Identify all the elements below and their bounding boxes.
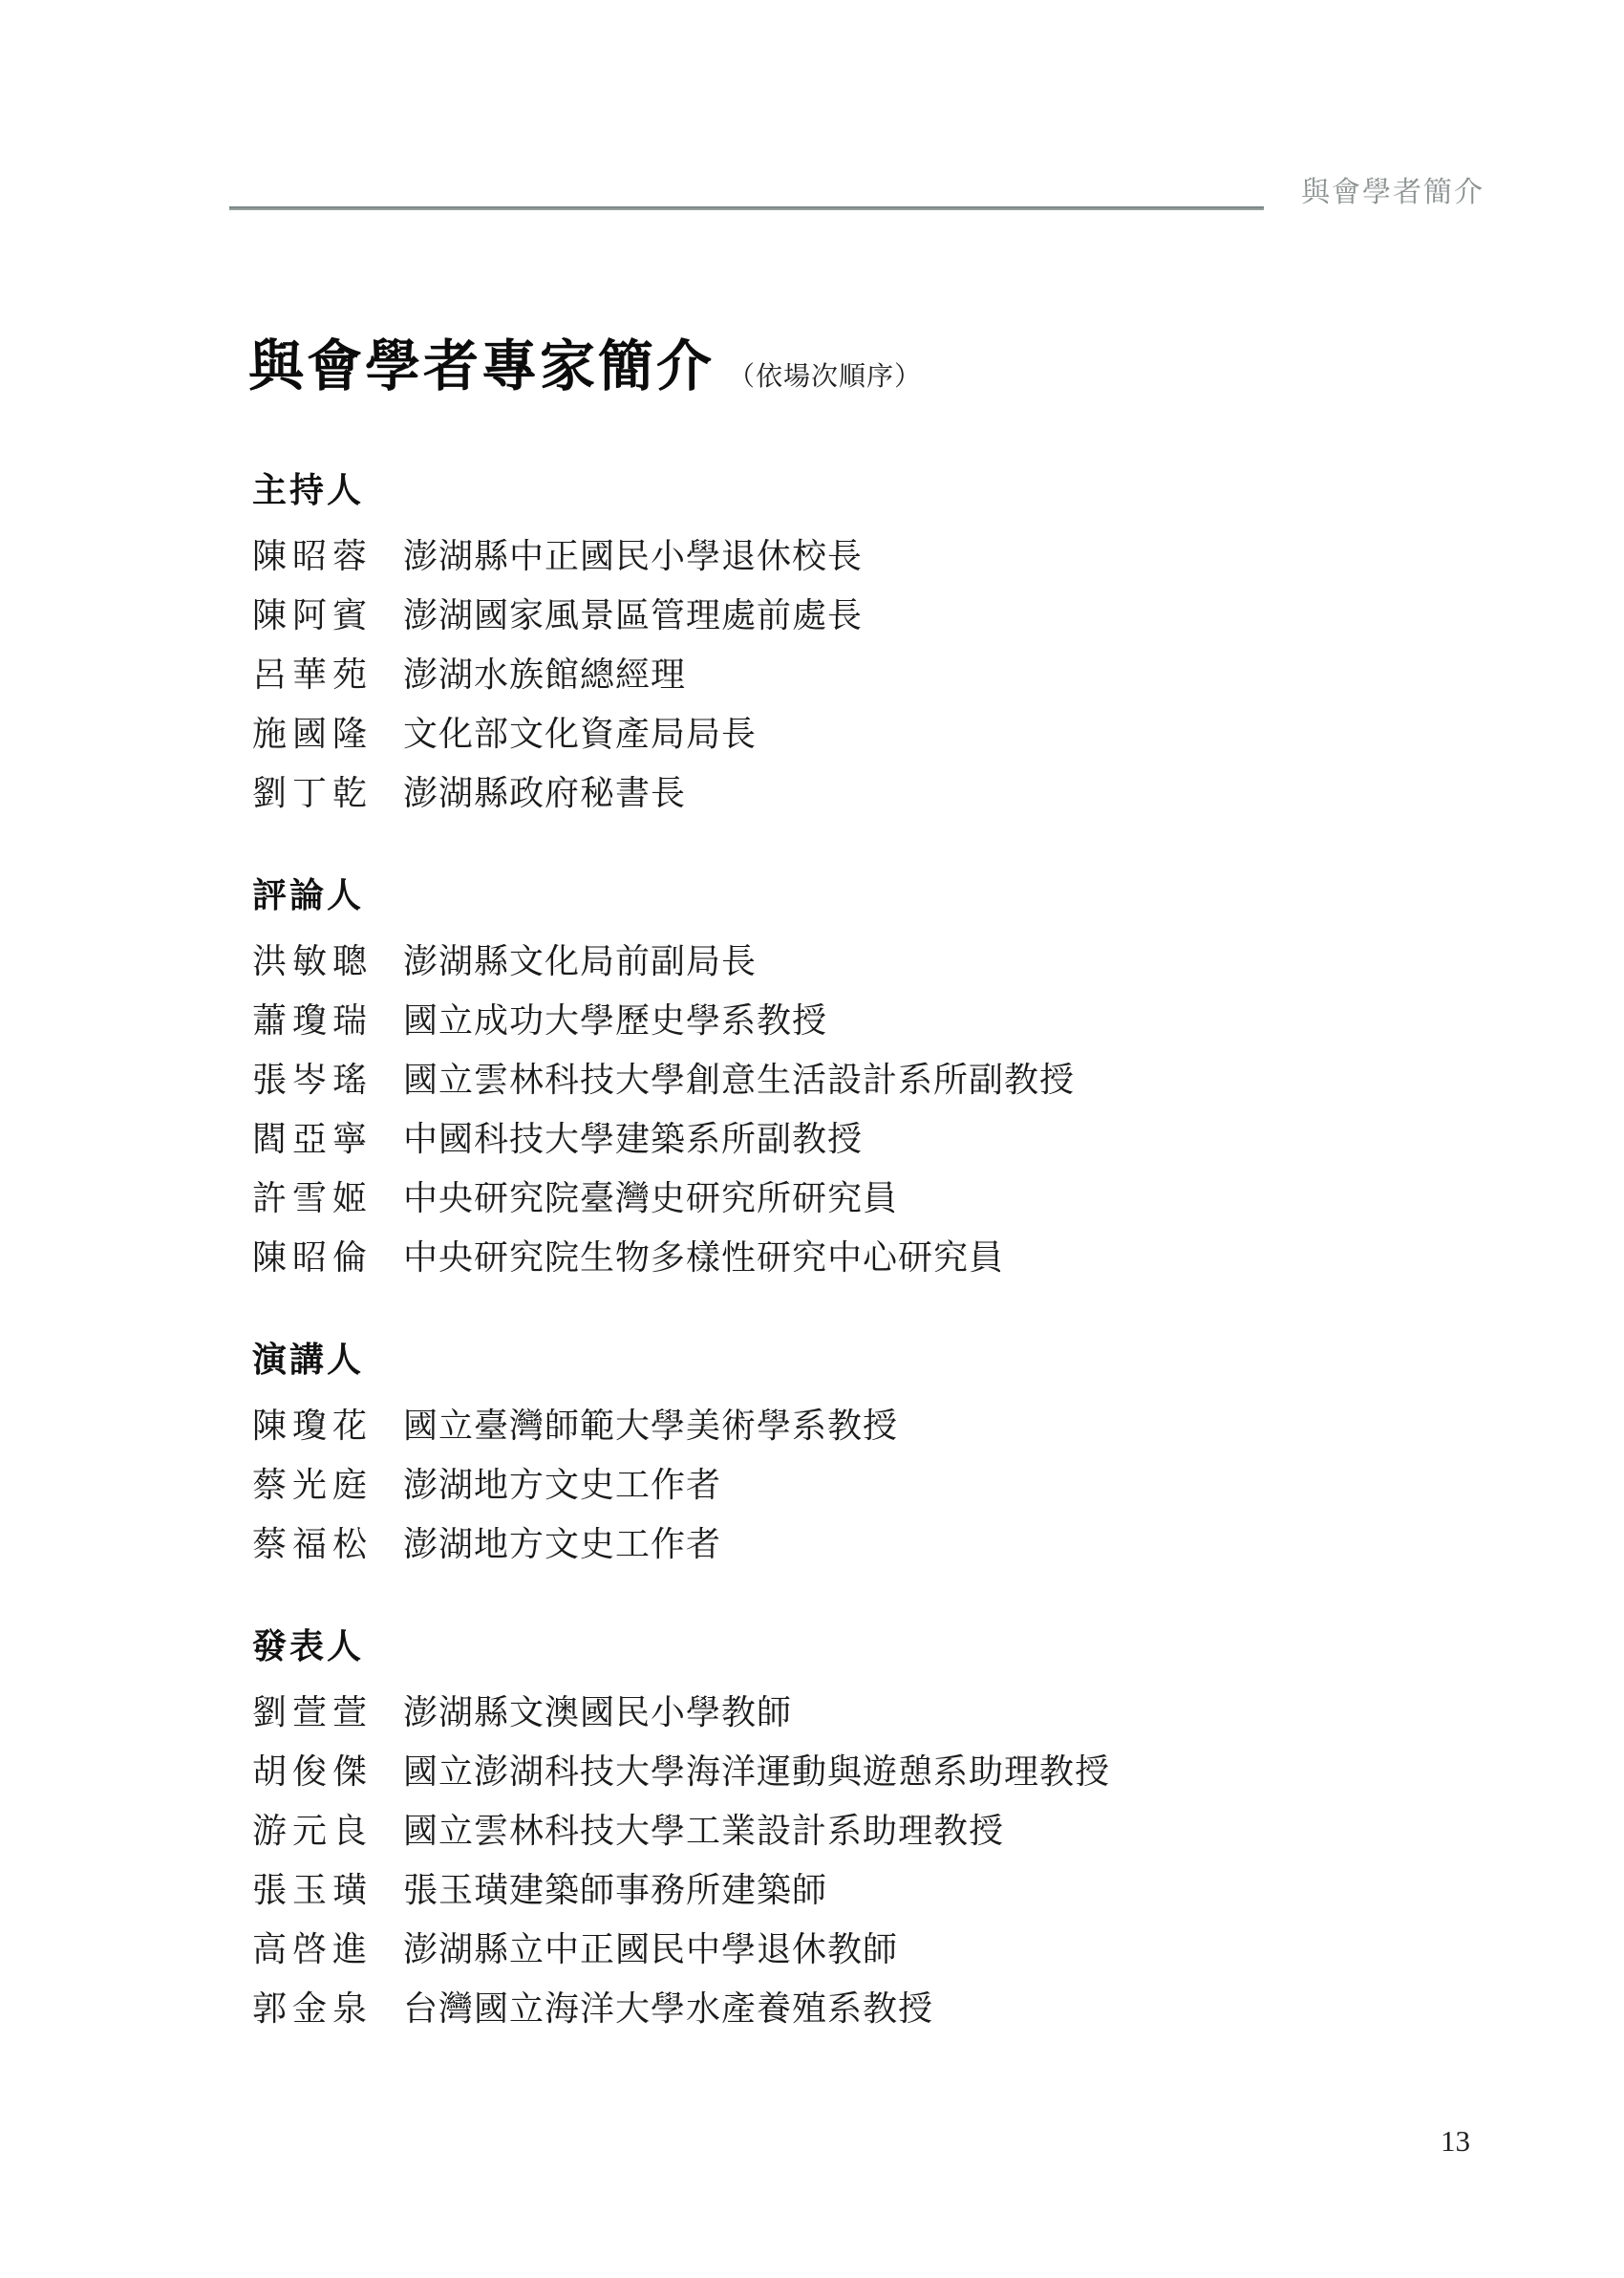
person-row: [252, 1002, 1389, 1039]
person-row: [252, 1526, 1389, 1562]
section-rows: [252, 538, 1389, 811]
person-row: [252, 1467, 1389, 1503]
person-row: [252, 1062, 1389, 1098]
section-rows: [252, 1408, 1389, 1562]
running-header-label: 與會學者簡介: [1301, 177, 1485, 208]
section: [252, 1626, 1389, 2028]
person-name: 蔡福松: [252, 1525, 374, 1563]
section-heading: 評論人: [252, 875, 365, 914]
running-header-rule: [229, 206, 1264, 210]
person-affiliation: 澎湖地方文史工作者: [403, 1525, 722, 1563]
person-name: 游元良: [252, 1812, 374, 1850]
person-row: [252, 597, 1389, 634]
person-affiliation: 中央研究院臺灣史研究所研究員: [403, 1179, 899, 1217]
section-rows: [252, 943, 1389, 1276]
person-name: 陳昭倫: [252, 1238, 374, 1277]
person-name: 洪敏聰: [252, 942, 374, 980]
person-affiliation: 國立臺灣師範大學美術學系教授: [403, 1407, 899, 1445]
person-row: [252, 656, 1389, 693]
person-name: 張玉璜: [252, 1871, 374, 1909]
person-name: 郭金泉: [252, 1989, 374, 2028]
person-row: [252, 1408, 1389, 1444]
person-row: [252, 775, 1389, 811]
person-name: 閻亞寧: [252, 1120, 374, 1158]
person-affiliation: 台灣國立海洋大學水產養殖系教授: [403, 1989, 934, 2028]
page-title-note: （依場次順序）: [728, 362, 923, 392]
person-affiliation: 澎湖水族館總經理: [403, 655, 687, 694]
section-heading: 演講人: [252, 1340, 365, 1379]
person-row: [252, 1239, 1389, 1276]
page-title: 與會學者專家簡介: [248, 335, 716, 398]
person-affiliation: 澎湖縣立中正國民中學退休教師: [403, 1930, 899, 1968]
person-row: [252, 1813, 1389, 1849]
person-name: 劉萱萱: [252, 1693, 374, 1731]
person-row: [252, 1694, 1389, 1730]
page-number: 13: [1441, 2124, 1470, 2158]
person-row: [252, 1121, 1389, 1157]
person-name: 陳阿賓: [252, 596, 374, 634]
person-row: [252, 943, 1389, 979]
section: [252, 1340, 1389, 1563]
person-name: 施國隆: [252, 715, 374, 753]
person-affiliation: 澎湖縣文化局前副局長: [403, 942, 758, 980]
person-affiliation: 國立成功大學歷史學系教授: [403, 1001, 828, 1040]
person-row: [252, 1872, 1389, 1908]
person-affiliation: 澎湖縣文澳國民小學教師: [403, 1693, 793, 1731]
person-name: 劉丁乾: [252, 774, 374, 812]
person-row: [252, 716, 1389, 752]
person-row: [252, 1990, 1389, 2027]
person-affiliation: 國立雲林科技大學工業設計系助理教授: [403, 1812, 1005, 1850]
section-heading: 主持人: [252, 470, 365, 509]
person-name: 陳瓊花: [252, 1407, 374, 1445]
person-name: 蔡光庭: [252, 1466, 374, 1504]
section: [252, 875, 1389, 1277]
person-affiliation: 張玉璜建築師事務所建築師: [403, 1871, 828, 1909]
person-name: 呂華苑: [252, 655, 374, 694]
person-affiliation: 中央研究院生物多樣性研究中心研究員: [403, 1238, 1005, 1277]
person-row: [252, 1180, 1389, 1216]
person-name: 蕭瓊瑞: [252, 1001, 374, 1040]
person-affiliation: 澎湖地方文史工作者: [403, 1466, 722, 1504]
person-affiliation: 中國科技大學建築系所副教授: [403, 1120, 864, 1158]
person-row: [252, 538, 1389, 574]
person-affiliation: 澎湖國家風景區管理處前處長: [403, 596, 864, 634]
person-name: 高啓進: [252, 1930, 374, 1968]
person-name: 陳昭蓉: [252, 537, 374, 575]
page-title-block: [248, 336, 922, 398]
person-name: 胡俊傑: [252, 1752, 374, 1791]
person-row: [252, 1931, 1389, 1967]
person-affiliation: 澎湖縣中正國民小學退休校長: [403, 537, 864, 575]
person-name: 張岑瑤: [252, 1061, 374, 1099]
section: [252, 470, 1389, 812]
person-affiliation: 國立雲林科技大學創意生活設計系所副教授: [403, 1061, 1076, 1099]
section-rows: [252, 1694, 1389, 2027]
person-affiliation: 國立澎湖科技大學海洋運動與遊憩系助理教授: [403, 1752, 1111, 1791]
person-affiliation: 澎湖縣政府秘書長: [403, 774, 687, 812]
scholar-sections: [252, 470, 1389, 2094]
person-row: [252, 1753, 1389, 1790]
person-name: 許雪姬: [252, 1179, 374, 1217]
section-heading: 發表人: [252, 1626, 365, 1666]
person-affiliation: 文化部文化資產局局長: [403, 715, 758, 753]
